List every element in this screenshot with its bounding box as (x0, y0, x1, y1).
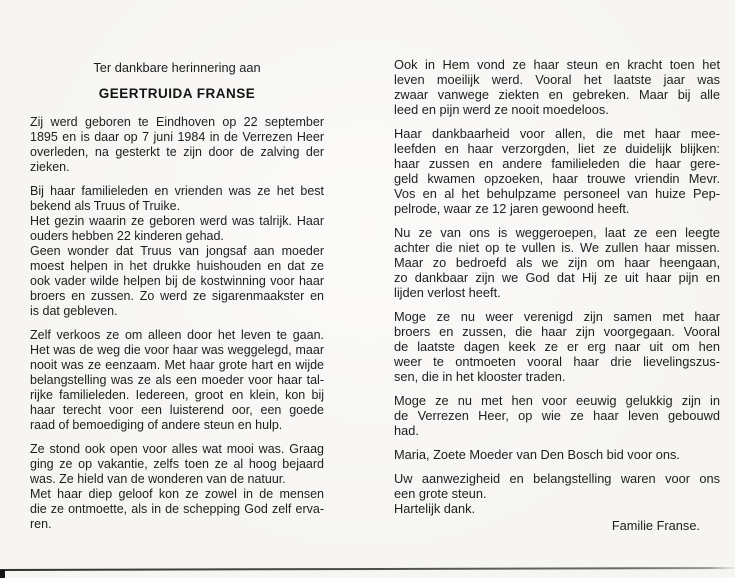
text-line: Uw aanwezigheid en belangstelling waren voor ons (394, 471, 720, 486)
scan-corner-mark (0, 570, 5, 578)
signature: Familie Franse. (611, 518, 700, 533)
text-line: lijden verlost heeft. (394, 285, 501, 300)
text-line: Het gezin waarin ze geboren werd was talrijk. Haar (30, 214, 324, 228)
text-line: de laatste dagen keek ze er erg naar uit om hen (394, 339, 720, 354)
text-line: leed en pijn werd ze nooit moedeloos. (394, 102, 609, 117)
text-line: weer te ontmoeten vooral haar drie lievelingszus- (394, 354, 720, 369)
left-column (30, 60, 324, 532)
card-bottom-edge-line (0, 567, 735, 571)
deceased-name: GEERTRUIDA FRANSE (98, 86, 256, 101)
dedication-line: Ter dankbare herinnering aan (93, 60, 261, 75)
text-line: Zij werd geboren te Eindhoven op 22 september (30, 115, 324, 129)
text-line: sen, die in het klooster traden. (394, 369, 566, 384)
paragraph-block (394, 225, 720, 300)
paragraph-block (394, 393, 720, 438)
text-line: pelrode, waar ze 12 jaren gewoond heeft. (394, 201, 630, 216)
text-line: Hartelijk dank. (394, 501, 476, 516)
text-line: ook vader wilde helpen bij de kostwinning voor haar (30, 274, 324, 288)
text-line: Ze stond ook open voor alles wat mooi was. Graag (30, 442, 324, 456)
text-line: geld kwamen opzoeken, haar trouwe vriendin Mevr. (394, 171, 720, 186)
text-line: leven moeilijk werd. Vooral het laatste jaar was (394, 72, 720, 87)
text-line: raad of bemoediging of andere steun en hulp. (30, 418, 283, 432)
left-column-paragraphs (30, 115, 324, 532)
text-line: Bij haar familieleden en vrienden was ze het best (30, 184, 324, 198)
paragraph-block (30, 115, 324, 175)
paragraph-block (30, 442, 324, 532)
text-line: ren. (30, 517, 52, 531)
text-line: overleden, na gesterkt te zijn door de zalving der (30, 145, 324, 159)
paragraph-block (394, 126, 720, 216)
text-line: zwaar vanwege ziekten en gebreken. Maar bij alle (394, 87, 720, 102)
paragraph-block (394, 309, 720, 384)
text-line: Met haar diep geloof kon ze zowel in de mensen (30, 487, 324, 501)
text-line: de Verrezen Heer, op wie ze haar leven gebouwd (394, 408, 720, 423)
text-line: ouders hebben 22 kinderen gehad. (30, 229, 224, 243)
text-line: Haar dankbaarheid voor allen, die met haar mee- (394, 126, 720, 141)
text-line: Nu ze van ons is weggeroepen, laat ze een leegte (394, 225, 720, 240)
text-line: broers en zussen, die haar zijn voorgegaan. Vooral (394, 324, 720, 339)
text-line: Ook in Hem vond ze haar steun en kracht toen het (394, 57, 720, 72)
paragraph-block (30, 328, 324, 433)
text-line: een grote steun. (394, 486, 487, 501)
text-line: haar terecht voor een luisterend oor, een goede (30, 403, 324, 417)
text-line: ging ze op vakantie, zelfs toen ze al hoog bejaard (30, 457, 324, 471)
text-line: 1895 en is daar op 7 juni 1984 in de Verrezen Heer (30, 130, 324, 144)
text-line: achter die niet op te vullen is. We zullen haar missen. (394, 240, 720, 255)
text-line: Geen wonder dat Truus van jongsaf aan moeder (30, 244, 324, 258)
text-line: Moge ze nu weer verenigd zijn samen met haar (394, 309, 720, 324)
text-line: broers en zussen. Zo werd ze sigarenmaakster en (30, 289, 324, 303)
text-line: Het was de weg die voor haar was weggelegd, maar (30, 343, 324, 357)
text-line: Moge ze nu met hen voor eeuwig gelukkig zijn in (394, 393, 720, 408)
paragraph-block (394, 471, 720, 516)
text-line: was. Ze hield van de wonderen van de natuur. (30, 472, 286, 486)
text-line: moest helpen in het drukke huishouden en dat ze (30, 259, 324, 273)
text-line: zo dankbaar zijn we God dat Hij ze uit haar pijn en (394, 270, 720, 285)
right-column-paragraphs (394, 57, 720, 516)
text-line: is dat gebleven. (30, 304, 118, 318)
text-line: die ze ontmoette, als in de schepping God zelf erva- (30, 502, 324, 516)
text-line: Zelf verkoos ze om alleen door het leven te gaan. (30, 328, 324, 342)
paragraph-block (394, 57, 720, 117)
text-line: had. (394, 423, 419, 438)
text-line: rijke familieleden. Iedereen, groot en klein, kon bij (30, 388, 324, 402)
text-line: leefden en haar verzorgden, liet ze duidelijk blijken: (394, 141, 720, 156)
paragraph-block (30, 184, 324, 319)
text-line: haar zussen en andere familieleden die haar gere- (394, 156, 720, 171)
text-line: bekend als Truus of Truike. (30, 199, 181, 213)
text-line: zieken. (30, 160, 70, 174)
text-line: Vos en al het behulpzame personeel van huize Pep- (394, 186, 720, 201)
text-line: Maria, Zoete Moeder van Den Bosch bid voor ons. (394, 447, 680, 462)
paragraph-block (394, 447, 720, 462)
right-column (394, 57, 720, 533)
text-line: Maar zo bedroefd als we zijn om haar heengaan, (394, 255, 720, 270)
text-line: nooit was ze eenzaam. Met haar grote hart en wijde (30, 358, 324, 372)
text-line: belangstelling was ze als een moeder voor haar tal- (30, 373, 324, 387)
